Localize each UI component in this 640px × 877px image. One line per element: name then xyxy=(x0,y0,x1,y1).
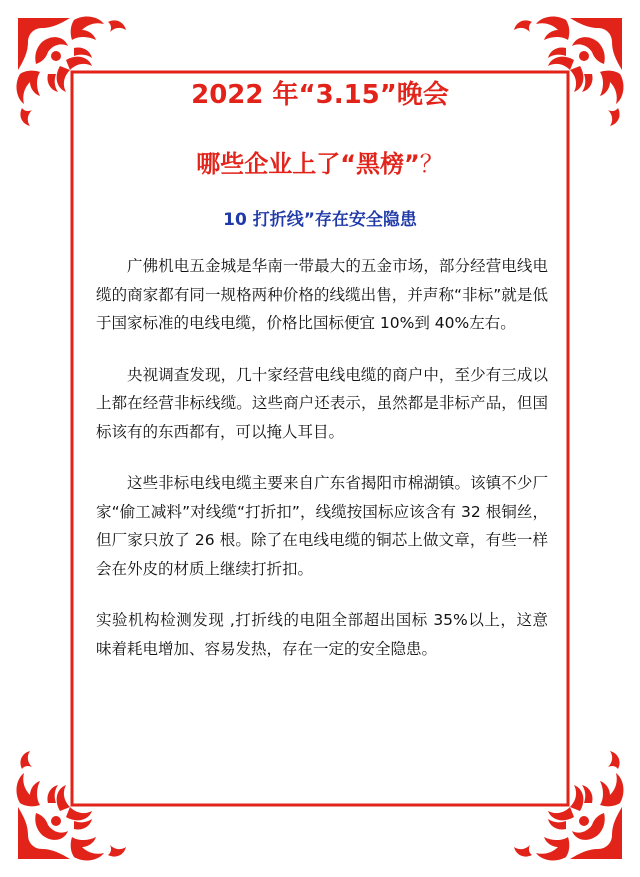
page-subtitle xyxy=(0,144,640,179)
ornamental-corner-icon xyxy=(12,745,132,865)
article-body xyxy=(96,252,548,686)
paragraph: 这些非标电线电缆主要来自广东省揭阳市棉湖镇。该镇不少厂家“偷工减料”对线缆“打折扣”，线缆按国标应该含有 32 根铜丝，但厂家只放了 26 根。除了在电线电缆的铜芯上做文章，有些一样会在外皮的材质上继续打折扣。 xyxy=(96,474,548,578)
subtitle-question-mark: ？ xyxy=(419,150,444,178)
paragraph: 实验机构检测发现 ,打折线的电阻全部超出国标 35%以上，这意味着耗电增加、容易发热，存在一定的安全隐患。 xyxy=(96,611,548,658)
page-title: 2022 年“3.15”晚会 xyxy=(191,80,449,110)
ornamental-corner-icon xyxy=(508,12,628,132)
subtitle-text: 哪些企业上了“黑榜” xyxy=(196,150,420,178)
ornamental-corner-icon xyxy=(12,12,132,132)
ornamental-corner-icon xyxy=(508,745,628,865)
paragraph: 广佛机电五金城是华南一带最大的五金市场，部分经营电线电缆的商家都有同一规格两种价格的线缆出售，并声称“非标”就是低于国家标准的电线电缆，价格比国标便宜 10%到 40%左右。 xyxy=(96,257,548,332)
section-heading: 10 打折线”存在安全隐患 xyxy=(223,210,417,230)
paragraph: 央视调查发现，几十家经营电线电缆的商户中，至少有三成以上都在经营非标线缆。这些商户还表示，虽然都是非标产品，但国标该有的东西都有，可以掩人耳目。 xyxy=(96,365,548,441)
